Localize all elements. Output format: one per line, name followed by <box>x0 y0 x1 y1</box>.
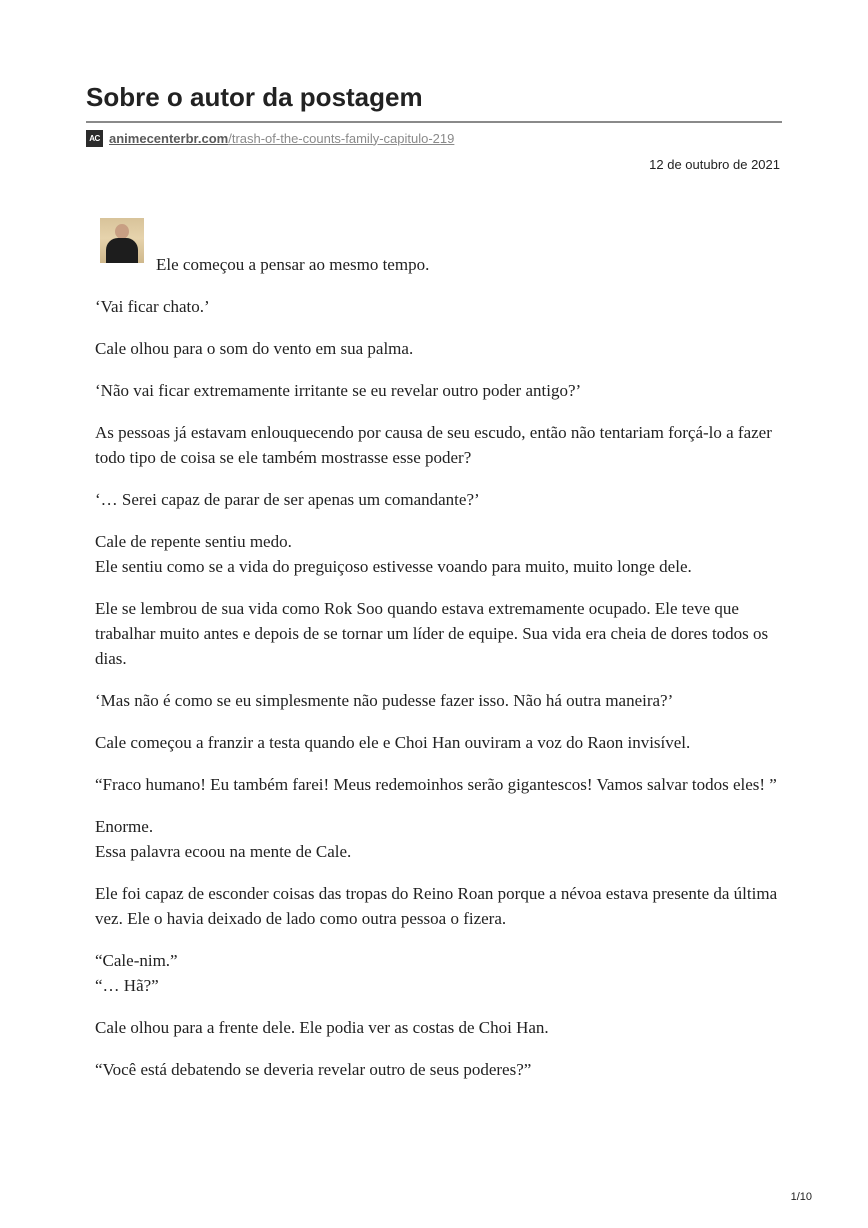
article-paragraph <box>95 881 785 931</box>
paragraph-line: ‘Vai ficar chato.’ <box>95 297 210 316</box>
paragraph-line: Enorme. <box>95 817 154 836</box>
page-title: Sobre o autor da postagem <box>86 82 423 112</box>
article-paragraph <box>95 1057 785 1082</box>
article-body <box>95 252 785 1099</box>
paragraph-line: “Cale-nim.” <box>95 951 178 970</box>
source-link-row[interactable] <box>86 129 454 147</box>
article-paragraph <box>95 294 785 319</box>
paragraph-line: “Fraco humano! Eu também farei! Meus redemoinhos serão gigantescos! Vamos salvar todos eles! ” <box>95 775 777 794</box>
paragraph-line: Ele começou a pensar ao mesmo tempo. <box>156 255 430 274</box>
article-paragraph <box>156 252 785 277</box>
article-paragraph <box>95 596 785 671</box>
paragraph-line: Ele foi capaz de esconder coisas das tropas do Reino Roan porque a névoa estava presente da última vez. Ele o havia deixado de lado como outra pessoa o fizera. <box>95 884 778 928</box>
title-divider <box>86 121 782 123</box>
article-paragraph <box>95 814 785 864</box>
article-paragraph <box>95 1015 785 1040</box>
paragraph-line: ‘Mas não é como se eu simplesmente não pudesse fazer isso. Não há outra maneira?’ <box>95 691 674 710</box>
paragraph-line: ‘… Serei capaz de parar de ser apenas um comandante?’ <box>95 490 480 509</box>
article-paragraph <box>95 378 785 403</box>
article-paragraph <box>95 529 785 579</box>
article-paragraph <box>95 487 785 512</box>
paragraph-line: Ele se lembrou de sua vida como Rok Soo quando estava extremamente ocupado. Ele teve que trabalhar muito antes e depois de se tornar um líder de equipe. Sua vida era cheia de dores todos os dias. <box>95 599 769 668</box>
paragraph-line: “… Hã?” <box>95 976 159 995</box>
paragraph-line: Cale olhou para a frente dele. Ele podia ver as costas de Choi Han. <box>95 1018 549 1037</box>
paragraph-line: ‘Não vai ficar extremamente irritante se eu revelar outro poder antigo?’ <box>95 381 582 400</box>
paragraph-line: Essa palavra ecoou na mente de Cale. <box>95 842 352 861</box>
source-domain-link[interactable]: animecenterbr.com <box>109 130 229 146</box>
paragraph-line: “Você está debatendo se deveria revelar outro de seus poderes?” <box>95 1060 532 1079</box>
article-paragraph <box>95 948 785 998</box>
page-number: 1/10 <box>790 1191 812 1203</box>
avatar-head-shape <box>115 224 129 239</box>
paragraph-line: As pessoas já estavam enlouquecendo por causa de seu escudo, então não tentariam forçá-lo a fazer todo tipo de coisa se ele também mostrasse esse poder? <box>95 423 772 467</box>
article-paragraph <box>95 772 785 797</box>
post-date: 12 de outubro de 2021 <box>649 157 780 172</box>
article-paragraph <box>95 688 785 713</box>
article-paragraph <box>95 420 785 470</box>
paragraph-line: Cale começou a franzir a testa quando ele e Choi Han ouviram a voz do Raon invisível. <box>95 733 691 752</box>
article-paragraph <box>95 730 785 755</box>
paragraph-line: Cale olhou para o som do vento em sua palma. <box>95 339 414 358</box>
article-paragraph <box>95 336 785 361</box>
source-path-link[interactable]: /trash-of-the-counts-family-capitulo-219 <box>228 130 455 146</box>
paragraph-line: Ele sentiu como se a vida do preguiçoso estivesse voando para muito, muito longe dele. <box>95 557 692 576</box>
paragraph-line: Cale de repente sentiu medo. <box>95 532 292 551</box>
site-logo-icon: AC <box>86 130 103 147</box>
